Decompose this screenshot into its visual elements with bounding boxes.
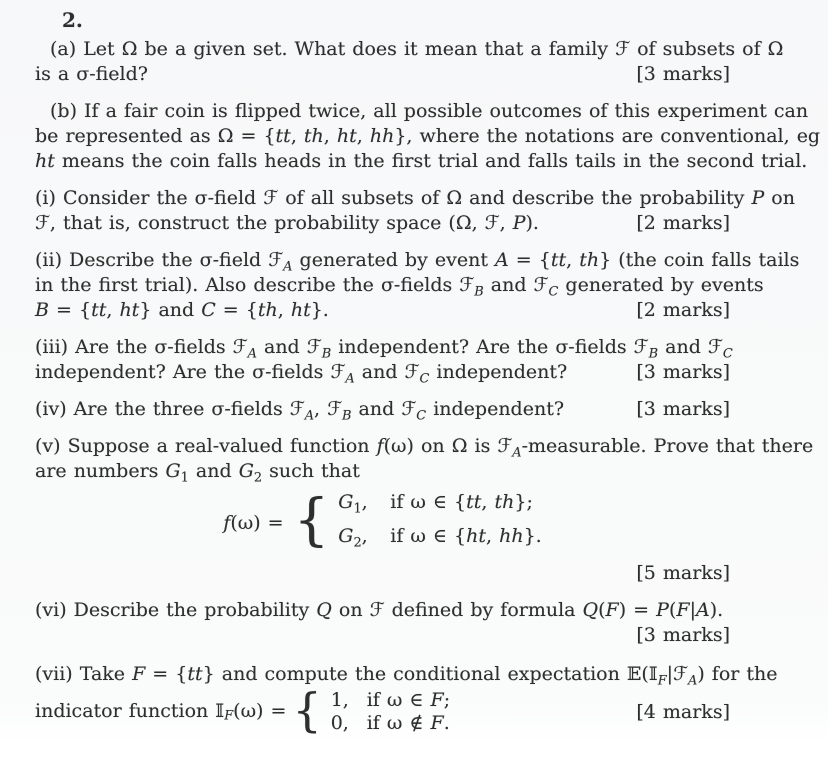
part-a (35, 37, 784, 87)
case-value: $G_1$, (338, 491, 368, 517)
problem-number: 2. (62, 8, 83, 32)
case-condition: if ω ∈ {tt, th}; (390, 491, 533, 513)
case-value: $G_2$, (338, 524, 368, 550)
text-line (35, 360, 730, 385)
text-line: are numbers $G_1$ and $G_2$ such that (35, 460, 360, 486)
text-line (35, 397, 730, 422)
item-v (35, 434, 814, 586)
text-line: (i) Consider the σ-field ℱ of all subsets of Ω and describe the probability P on (35, 187, 795, 209)
marks-badge: [2 marks] (636, 212, 730, 234)
case-row (331, 689, 450, 712)
item-iv (35, 397, 730, 422)
marks-badge: [3 marks] (636, 398, 730, 420)
text-line-content: is a σ-field? (35, 63, 148, 85)
piecewise-function-formula (35, 487, 730, 555)
left-brace: { (292, 683, 322, 737)
formula-cases (331, 689, 450, 735)
case-row (338, 490, 541, 522)
text-line (35, 62, 730, 87)
marks-badge: [3 marks] (636, 624, 730, 646)
case-condition: if ω ∈ {ht, hh}. (390, 524, 542, 547)
problem-2-document (35, 8, 821, 737)
indicator-function-row (35, 683, 730, 737)
formula-lhs: f(ω) = (223, 511, 284, 534)
marks-badge: [5 marks] (636, 562, 730, 584)
marks-badge: [3 marks] (636, 361, 730, 383)
case-row (338, 524, 541, 556)
marks-line (35, 623, 730, 648)
marks-badge: [4 marks] (636, 701, 730, 723)
formula-lead: indicator function 𝕀$_F$(ω) = (35, 700, 287, 724)
case-row (331, 712, 450, 735)
marks-line (35, 561, 730, 586)
text-line: (vii) Take F = {tt} and compute the conditional expectation 𝔼(𝕀$_F$|ℱ$_A$) for the (35, 663, 778, 689)
item-i (35, 186, 795, 236)
text-line: in the first trial). Also describe the σ-fields ℱ$_B$ and ℱ$_C$ generated by events (35, 274, 764, 300)
text-line-content: ℱ, that is, construct the probability space (Ω, ℱ, P). (35, 212, 539, 234)
text-line-content: independent? Are the σ-fields ℱ$_A$ and ℱ$_C$ independent? (35, 361, 568, 387)
item-iii (35, 335, 733, 387)
marks-badge: [2 marks] (636, 299, 730, 321)
case-condition: if ω ∈ F; (366, 689, 451, 711)
part-b (35, 99, 821, 174)
text-line: (iii) Are the σ-fields ℱ$_A$ and ℱ$_B$ independent? Are the σ-fields ℱ$_B$ and ℱ$_C$ (35, 336, 733, 362)
case-value: 1, (330, 689, 349, 711)
marks-badge: [3 marks] (636, 63, 730, 85)
item-vi (35, 598, 730, 648)
text-line: (ii) Describe the σ-field ℱ$_A$ generated by event A = {tt, th} (the coin falls tails (35, 249, 800, 275)
text-line (35, 298, 730, 323)
item-vii (35, 662, 778, 737)
case-value: 0, (330, 712, 349, 734)
text-line: (vi) Describe the probability Q on ℱ defined by formula Q(F) = P(F|A). (35, 599, 724, 621)
text-line: be represented as Ω = {tt, th, ht, hh}, where the notations are conventional, eg (35, 125, 821, 147)
text-line-content: B = {tt, ht} and C = {th, ht}. (35, 299, 329, 321)
case-condition: if ω ∉ F. (366, 712, 450, 734)
text-line: (v) Suppose a real-valued function f(ω) on Ω is ℱ$_A$-measurable. Prove that there (35, 435, 814, 461)
text-line-content: (iv) Are the three σ-fields ℱ$_A$, ℱ$_B$ and ℱ$_C$ independent? (35, 398, 565, 424)
text-line: ht means the coin falls heads in the first trial and falls tails in the second trial. (35, 150, 808, 172)
text-line: (a) Let Ω be a given set. What does it mean that a family ℱ of subsets of Ω (50, 38, 784, 60)
left-brace: { (293, 487, 330, 553)
text-line: (b) If a fair coin is flipped twice, all possible outcomes of this experiment can (50, 100, 809, 122)
formula-cases (338, 490, 541, 555)
text-line (35, 211, 730, 236)
item-ii (35, 248, 800, 323)
